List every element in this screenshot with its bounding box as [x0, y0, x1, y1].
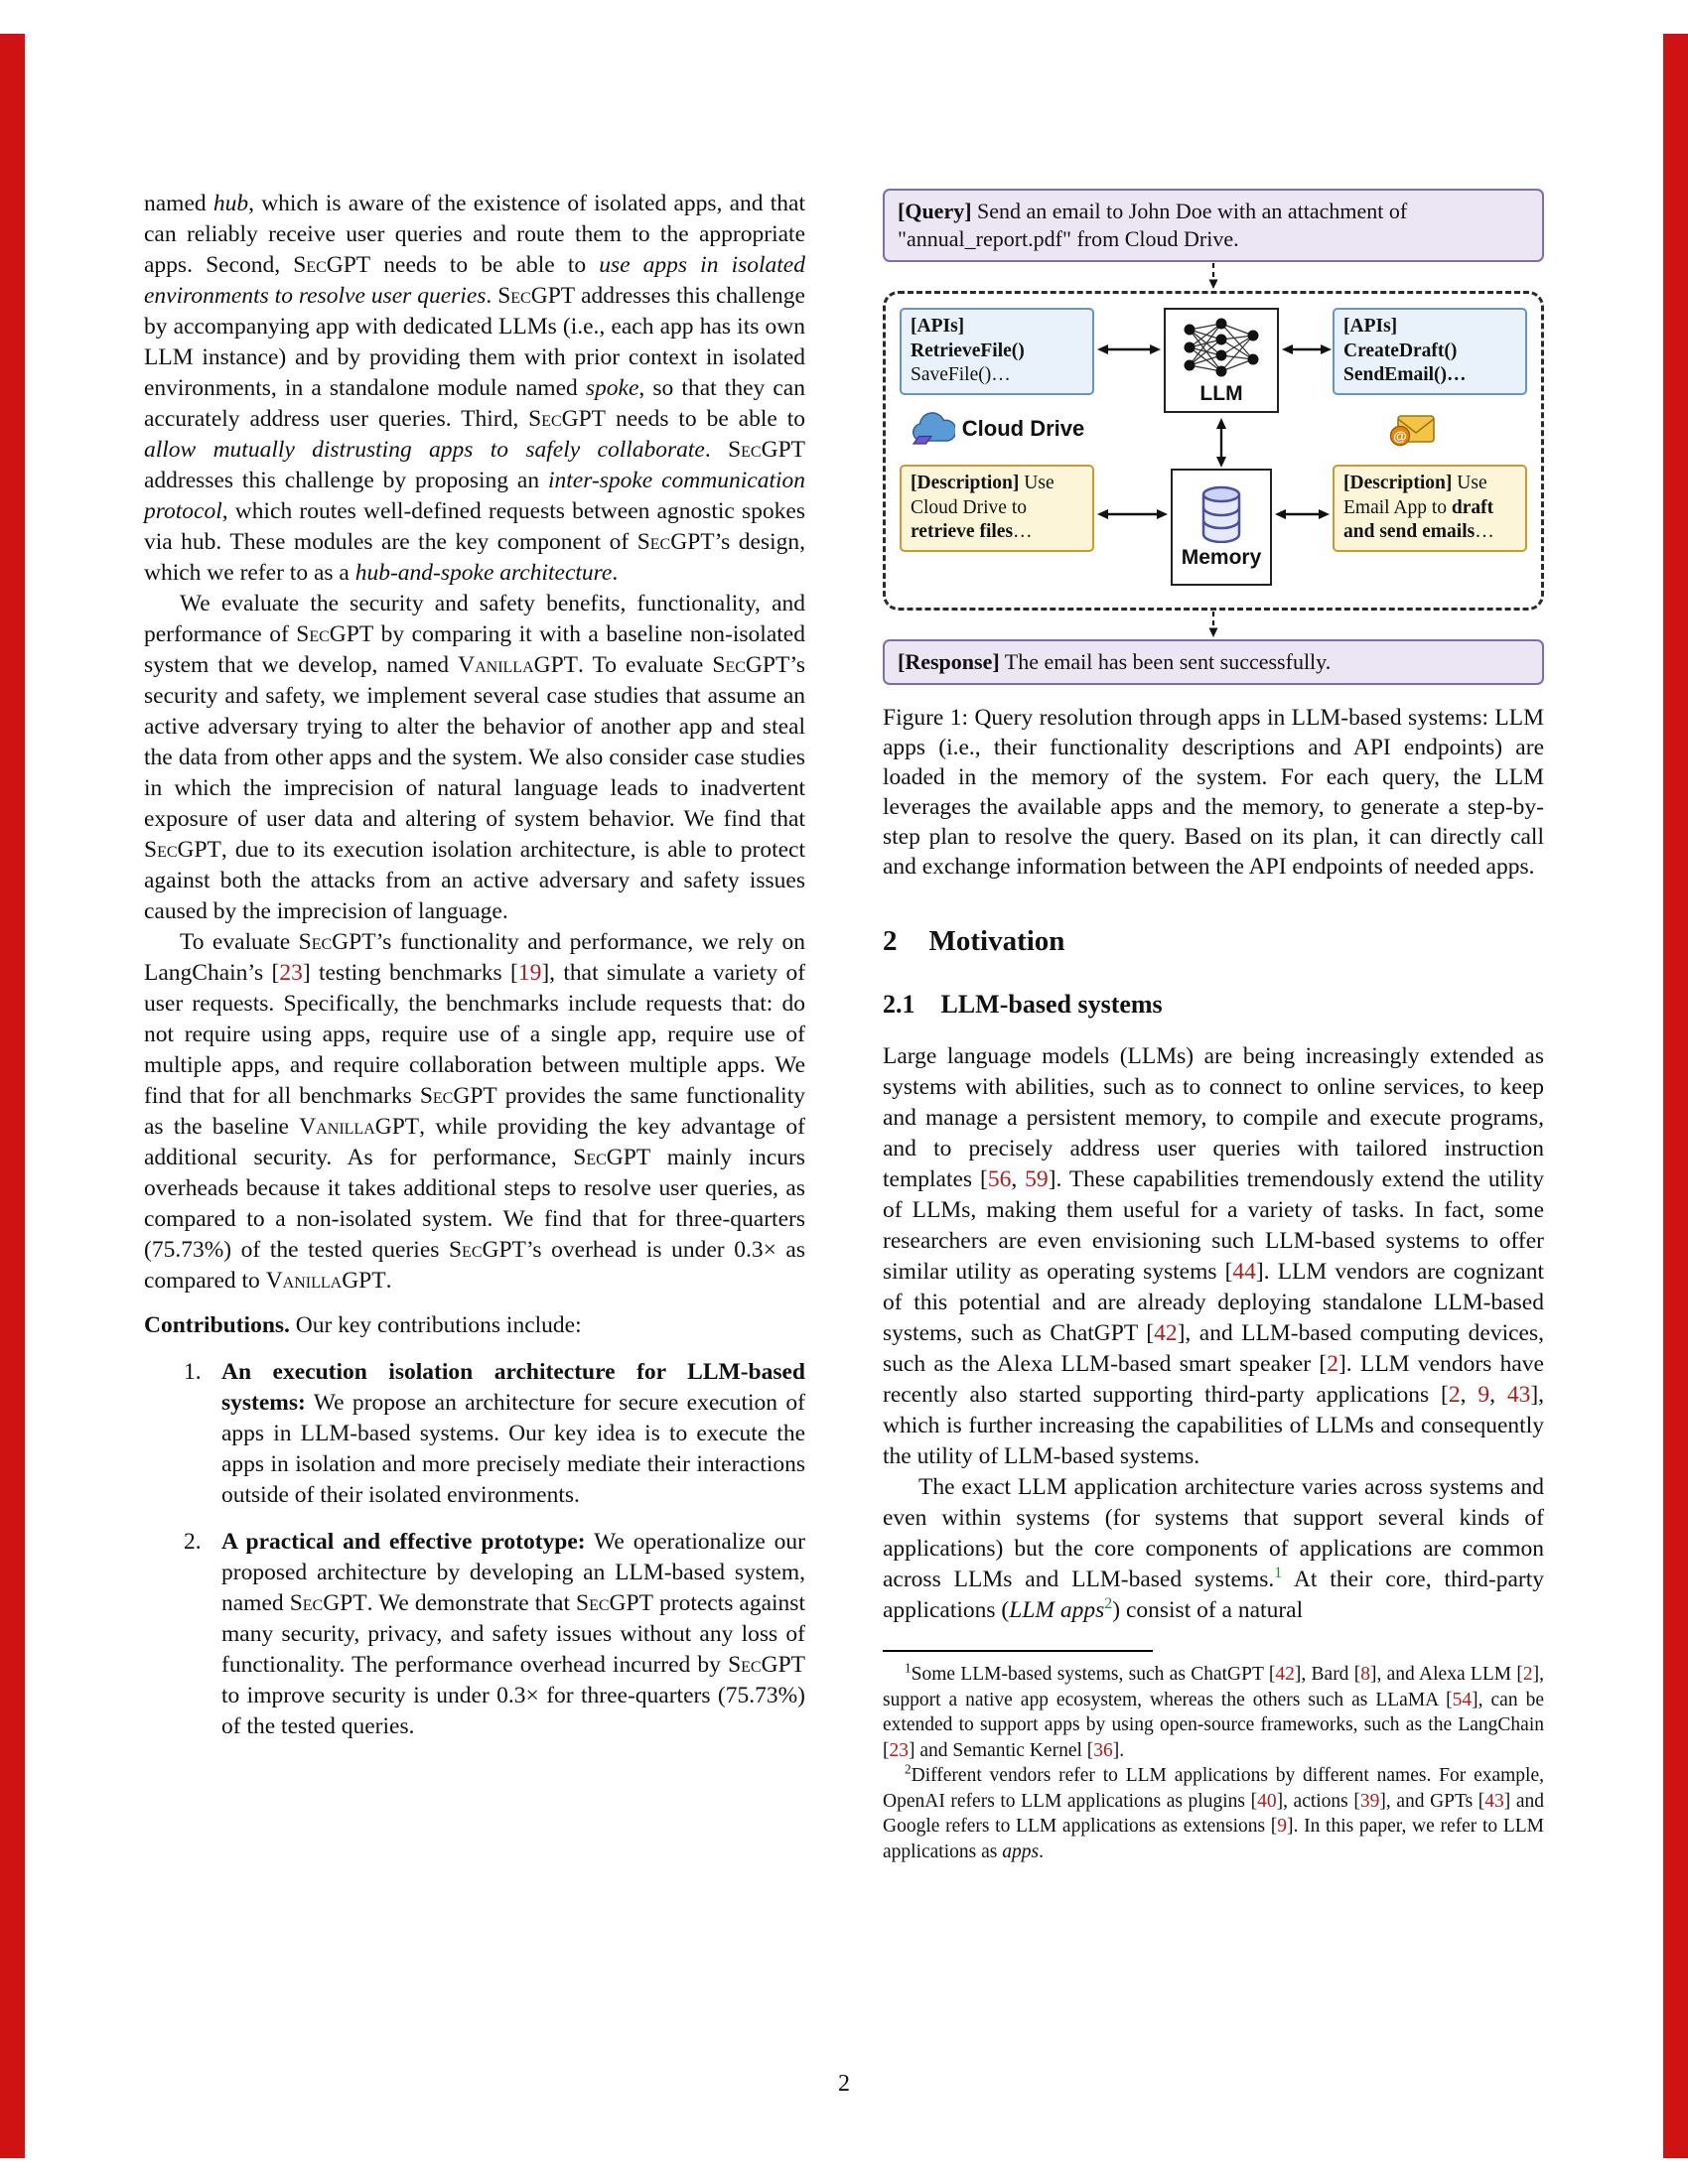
- text-run: named: [144, 191, 213, 216]
- subsection-title: LLM-based systems: [940, 990, 1163, 1019]
- cloud-drive-apis-box: [900, 308, 1094, 395]
- text-run: Send an email to John Doe with an attachment of "annual_report.pdf" from Cloud Drive.: [898, 199, 1408, 251]
- left-edge-marker: [0, 34, 25, 2158]
- double-arrow-icon: [1096, 341, 1162, 357]
- text-run: Different vendors refer to LLM applications by different names. For example, OpenAI refers to LLM applications as plugins [: [883, 1765, 1544, 1812]
- text-run: hub: [212, 191, 249, 216]
- text-run: , which routes well-defined requests between agnostic spokes via hub. These modules are the key component of: [144, 498, 805, 555]
- email-app-apis-box: [1333, 308, 1527, 395]
- citation-link[interactable]: 36: [1093, 1739, 1113, 1761]
- text-run: ) consist of a natural: [1112, 1597, 1304, 1623]
- citation-link[interactable]: 40: [1257, 1790, 1277, 1812]
- text-run: ], which is further increasing the capabilities of LLMs and consequently the utility of LLM-based systems.: [883, 1382, 1545, 1469]
- text-run: …: [1013, 521, 1033, 542]
- text-run: We propose an architecture for secure execution of apps in LLM-based systems. Our key idea is to execute the apps in isolation and more precisely mediate their interactions outside of their isolated environments.: [221, 1390, 805, 1508]
- citation-link[interactable]: 54: [1452, 1689, 1473, 1710]
- memory-unit: [1171, 469, 1272, 586]
- llm-unit: [1164, 308, 1279, 413]
- text-run: .: [385, 1268, 392, 1294]
- list-number: 2.: [184, 1529, 202, 1555]
- text-run: use apps in isolated environments to resolve user queries: [144, 252, 805, 309]
- text-run: ], that simulate a variety of user requests. Specifically, the benchmarks include requests that: do not require using apps, require use of a single app, require use of multiple apps, and require collaboration between multiple apps. We find that for all benchmarks: [144, 960, 806, 1109]
- citation-link[interactable]: 9: [1277, 1816, 1288, 1837]
- paragraph: [144, 927, 805, 1297]
- text-run: Contributions.: [144, 1312, 290, 1338]
- text-run: ,: [1460, 1382, 1478, 1408]
- text-run: A practical and effective prototype:: [221, 1529, 586, 1555]
- page-number: 2: [838, 2071, 850, 2097]
- text-run: An execution isolation architecture for LLM-based systems:: [221, 1359, 805, 1416]
- text-run: [Query]: [898, 199, 972, 223]
- right-edge-marker: [1663, 34, 1688, 2158]
- figure-caption: [883, 703, 1544, 882]
- double-arrow-icon: [1213, 417, 1229, 469]
- text-run: , which is aware of the existence of isolated apps, and that can reliably receive user queries and route them to the appropriate apps. Second,: [144, 191, 805, 278]
- text-run: protects against many security, privacy, and safety issues without any loss of functionality. The performance overhead incurred by: [221, 1590, 805, 1678]
- cloud-drive-icon: [910, 412, 955, 446]
- citation-link[interactable]: 19: [517, 960, 542, 986]
- text-run: We operationalize our proposed architecture by developing an LLM-based system, named: [221, 1529, 805, 1616]
- footnote-ref-link[interactable]: 2: [1104, 1595, 1113, 1613]
- citation-link[interactable]: 23: [279, 960, 303, 986]
- section-heading-motivation: [883, 925, 1544, 958]
- list-number: 1.: [184, 1359, 202, 1385]
- text-run: SecGPT: [728, 437, 806, 463]
- text-run: We evaluate the security and safety benefits, functionality, and performance of: [144, 591, 805, 647]
- text-run: Our key contributions include:: [289, 1312, 582, 1338]
- text-run: [Response]: [898, 649, 1000, 674]
- contributions-paragraph: [144, 1310, 805, 1341]
- text-run: ], can be extended to support apps by using open-source frameworks, such as the LangChain [: [883, 1689, 1544, 1761]
- text-run: ], Bard [: [1294, 1664, 1361, 1685]
- response-box: [883, 639, 1544, 685]
- api-box-header: [APIs]: [911, 316, 965, 337]
- text-run: SecGPT: [497, 283, 576, 309]
- text-run: LLM apps: [1009, 1597, 1105, 1623]
- text-run: 2: [905, 1761, 912, 1777]
- text-run: ] testing benchmarks [: [302, 960, 518, 986]
- text-run: Figure 1: Query resolution through apps in LLM-based systems: LLM apps (i.e., their functionality descriptions and API endpoints) are loaded in the memory of the system. For each query, the LLM leverages the available apps and the memory, to generate a step-by-step plan to resolve the query. Based on its plan, it can directly call and exchange information between the API endpoints of needed apps.: [883, 705, 1544, 880]
- api-box-header: [APIs]: [1343, 316, 1398, 337]
- memory-label: Memory: [1181, 545, 1262, 569]
- text-run: SecGPT: [293, 252, 371, 278]
- footnote-ref-link[interactable]: 1: [1274, 1565, 1283, 1582]
- text-run: ] and Google refers to LLM applications as extensions [: [883, 1790, 1544, 1837]
- double-arrow-icon: [1096, 506, 1169, 522]
- text-run: retrieve files: [911, 521, 1014, 542]
- footnote-2: [883, 1763, 1544, 1864]
- api-function: SaveFile()…: [911, 364, 1011, 385]
- citation-link[interactable]: 2: [1448, 1382, 1461, 1408]
- text-run: hub-and-spoke architecture: [354, 560, 613, 586]
- query-box: [883, 189, 1544, 262]
- at-symbol: @: [1392, 428, 1407, 444]
- text-run: by comparing it with a baseline non-isolated system that we develop, named: [144, 621, 805, 678]
- text-run: The exact LLM application architecture varies across systems and even within systems (for systems that support several kinds of applications) but the core components of applications are common across LLMs and LLM-based systems.: [883, 1474, 1544, 1592]
- text-run: ,: [1489, 1382, 1507, 1408]
- citation-link[interactable]: 59: [1025, 1166, 1049, 1192]
- contributions-list: [144, 1357, 805, 1742]
- paragraph: [144, 189, 805, 589]
- double-arrow-icon: [1281, 341, 1333, 357]
- memory-database-icon: [1198, 485, 1244, 543]
- citation-link[interactable]: 43: [1484, 1790, 1504, 1812]
- system-box: [883, 291, 1544, 611]
- paragraph: [883, 1041, 1544, 1472]
- text-run: SecGPT: [712, 652, 790, 678]
- text-run: . To evaluate: [578, 652, 713, 678]
- text-run: SecGPT: [144, 837, 221, 863]
- text-run: ] and Semantic Kernel [: [909, 1739, 1094, 1761]
- citation-link[interactable]: 8: [1360, 1664, 1370, 1685]
- text-run: addresses this challenge by proposing an: [144, 468, 548, 493]
- text-run: spoke: [585, 375, 639, 401]
- citation-link[interactable]: 2: [1522, 1664, 1533, 1685]
- email-app-icon: [1389, 411, 1437, 447]
- text-run: Use Cloud Drive to: [911, 473, 1055, 518]
- text-run: SecGPT: [448, 1237, 526, 1263]
- text-run: ], and GPTs [: [1379, 1790, 1485, 1812]
- text-run: VanillaGPT: [458, 652, 579, 678]
- text-run: ’s security and safety, we implement several case studies that assume an active adversary trying to alter the behavior of another app and steal the data from other apps and the system. We also consider case studies in which the imprecision of natural language leads to inadvertent exposure of user data and altering of system behavior. We find that: [144, 652, 805, 832]
- citation-link[interactable]: 23: [889, 1739, 909, 1761]
- text-run: ], and Alexa LLM [: [1369, 1664, 1523, 1685]
- right-column: [883, 189, 1544, 1864]
- subsection-number: 2.1: [883, 990, 915, 1019]
- citation-link[interactable]: 42: [1154, 1320, 1178, 1346]
- text-run: provides the same functionality as the baseline: [144, 1083, 805, 1140]
- left-column: [144, 189, 805, 1742]
- text-run: Large language models (LLMs) are being increasingly extended as systems with abilities, such as to connect to online services, to keep and manage a persistent memory, to compile and execute programs, and to precisely address user queries with tailored instruction templates [: [883, 1043, 1544, 1192]
- text-run: .: [1039, 1841, 1044, 1862]
- text-run: 1: [905, 1660, 912, 1676]
- text-run: SecGPT: [296, 621, 374, 647]
- section-number: 2: [883, 925, 898, 957]
- email-app-description-box: [1333, 465, 1527, 552]
- text-run: …: [1475, 521, 1494, 542]
- text-run: SecGPT: [419, 1083, 497, 1109]
- cloud-drive-label: Cloud Drive: [961, 416, 1085, 441]
- text-run: ].: [1112, 1739, 1125, 1761]
- text-run: SecGPT: [576, 1590, 653, 1616]
- citation-link[interactable]: 2: [1327, 1351, 1338, 1377]
- text-run: [Description]: [911, 473, 1020, 493]
- text-run: SecGPT: [289, 1590, 367, 1616]
- footnote-rule: [883, 1650, 1153, 1652]
- list-item: [184, 1527, 805, 1742]
- text-run: ]. These capabilities tremendously extend the utility of LLMs, making them useful for a variety of tasks. In fact, some researchers are even envisioning such LLM-based systems to offer similar utility as operating systems [: [883, 1166, 1544, 1285]
- text-run: ]. In this paper, we refer to LLM applications as: [883, 1816, 1544, 1862]
- text-run: ], support a native app ecosystem, whereas the others such as LLaMA [: [883, 1664, 1544, 1710]
- text-run: SecGPT: [636, 529, 715, 555]
- text-run: needs to be able to: [606, 406, 805, 432]
- list-item-text: [221, 1357, 805, 1511]
- arrow-system-to-response: [1205, 612, 1221, 638]
- double-arrow-icon: [1274, 506, 1331, 522]
- text-run: ]. LLM vendors have recently also started supporting third-party applications [: [883, 1351, 1544, 1408]
- footnotes: [883, 1650, 1544, 1864]
- text-run: ,: [1011, 1166, 1026, 1192]
- footnote-1: [883, 1662, 1544, 1763]
- text-run: allow mutually distrusting apps to safely collaborate: [144, 437, 705, 463]
- text-run: ], actions [: [1276, 1790, 1360, 1812]
- text-run: mainly incurs overheads because it takes additional steps to resolve user queries, as compared to a non-isolated system. We find that for three-quarters (75.73%) of the tested queries: [144, 1145, 805, 1263]
- text-run: SecGPT: [528, 406, 607, 432]
- text-run: ’s design, which we refer to as a: [144, 529, 805, 586]
- arrow-query-to-system: [1205, 263, 1221, 290]
- text-run: draft and send emails: [1343, 496, 1494, 542]
- paragraph: [883, 1472, 1544, 1626]
- text-run: addresses this challenge by accompanying app with dedicated LLMs (i.e., each app has its own LLM instance) and by providing them with prior context in isolated environments, in a standalone module named: [144, 283, 805, 401]
- paragraph: [144, 589, 805, 927]
- email-app: [1333, 405, 1527, 453]
- text-run: , due to its execution isolation architecture, is able to protect against both the attacks from an active adversary and safety issues caused by the imprecision of language.: [144, 837, 805, 924]
- text-run: Some LLM-based systems, such as ChatGPT [: [911, 1664, 1276, 1685]
- llm-label: LLM: [1199, 381, 1243, 405]
- citation-link[interactable]: 42: [1275, 1664, 1295, 1685]
- citation-link[interactable]: 56: [987, 1166, 1012, 1192]
- subsection-heading-llm-based-systems: [883, 990, 1544, 1020]
- text-run: SecGPT: [573, 1145, 651, 1170]
- text-run: At their core, third-party applications (: [883, 1567, 1544, 1623]
- api-function: CreateDraft(): [1343, 340, 1458, 361]
- cloud-drive-description-box: [900, 465, 1094, 552]
- api-function: RetrieveFile(): [911, 340, 1025, 361]
- text-run: , while providing the key advantage of additional security. As for performance,: [144, 1114, 806, 1170]
- text-run: .: [704, 437, 729, 463]
- text-run: Use Email App to: [1343, 473, 1487, 518]
- text-run: VanillaGPT: [299, 1114, 420, 1140]
- citation-link[interactable]: 9: [1477, 1382, 1490, 1408]
- citation-link[interactable]: 39: [1359, 1790, 1380, 1812]
- list-item-text: [221, 1527, 805, 1742]
- text-run: ], and LLM-based computing devices, such as the Alexa LLM-based smart speaker [: [883, 1320, 1544, 1377]
- text-run: . We demonstrate that: [366, 1590, 577, 1616]
- text-run: apps: [1002, 1841, 1040, 1862]
- text-run: ]. LLM vendors are cognizant of this potential and are already deploying standalone LLM-based systems, such as ChatGPT [: [883, 1259, 1545, 1346]
- text-run: VanillaGPT: [265, 1268, 386, 1294]
- text-run: SecGPT: [298, 929, 376, 955]
- text-run: ’s functionality and performance, we rely on LangChain’s [: [144, 929, 805, 986]
- llm-neural-network-icon: [1178, 316, 1265, 379]
- text-run: The email has been sent successfully.: [999, 649, 1332, 674]
- text-run: [Description]: [1343, 473, 1453, 493]
- text-run: ’s overhead is under 0.3× as compared to: [144, 1237, 805, 1294]
- figure-1: [883, 189, 1544, 882]
- text-run: .: [612, 560, 619, 586]
- cloud-drive-app: [900, 405, 1094, 453]
- text-run: needs to be able to: [370, 252, 600, 278]
- text-run: to improve security is under 0.3× for three-quarters (75.73%) of the tested queries.: [221, 1683, 805, 1739]
- text-run: inter-spoke communication protocol: [144, 468, 805, 524]
- citation-link[interactable]: 44: [1232, 1259, 1256, 1285]
- text-run: SecGPT: [728, 1652, 805, 1678]
- list-item: [184, 1357, 805, 1511]
- section-title: Motivation: [928, 925, 1065, 957]
- text-run: .: [486, 283, 498, 309]
- text-run: To evaluate: [180, 929, 299, 955]
- api-function: SendEmail()…: [1343, 364, 1467, 385]
- text-run: , so that they can accurately address user queries. Third,: [144, 375, 805, 432]
- citation-link[interactable]: 43: [1506, 1382, 1531, 1408]
